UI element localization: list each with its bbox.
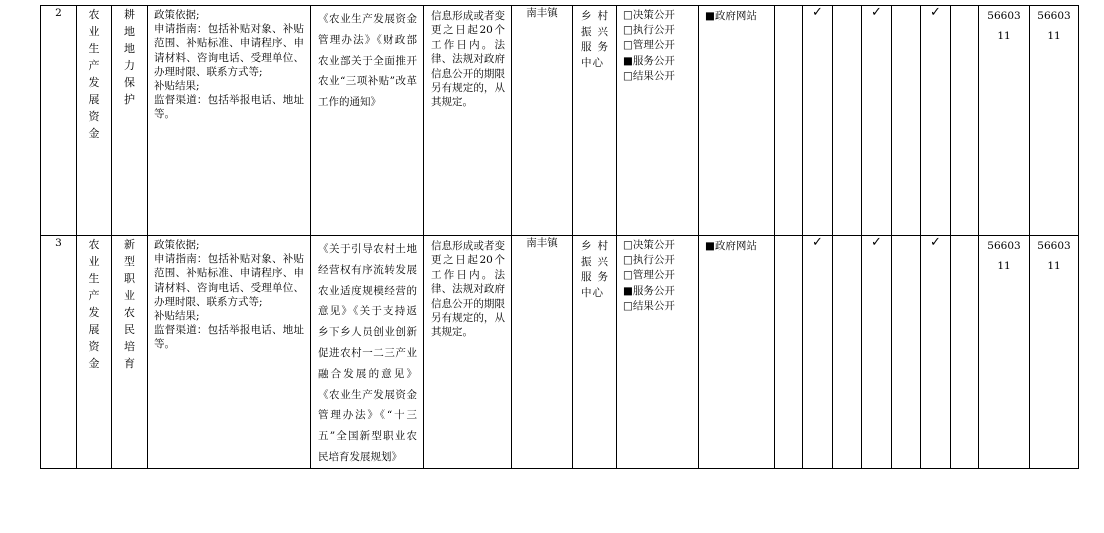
check-cell <box>862 236 892 469</box>
checkbox-mark: ■ <box>623 284 633 297</box>
scope-item <box>623 54 692 69</box>
disclosure-period: 信息形成或者变更之日起20个工作日内。法律、法规对政府信息公开的期限另有规定的，从其规定。 <box>424 236 512 469</box>
check-cell <box>803 6 833 236</box>
check-mark-icon: ✓ <box>812 235 823 250</box>
scope-item <box>623 284 692 299</box>
disclosure-scope <box>617 6 699 236</box>
code-b: 5660311 <box>1037 240 1071 272</box>
channel-label: 政府网站 <box>714 240 757 252</box>
scope-item <box>623 69 692 84</box>
disclosure-subject: 乡村振兴服务中心 <box>573 236 617 469</box>
table-row <box>41 6 1079 236</box>
checkbox-mark: □ <box>623 239 633 251</box>
disclosure-content: 政策依据; 申请指南：包括补贴对象、补贴范围、补贴标准、申请程序、申请材料、咨询电话、受理单位、办理时限、联系方式等; 补贴结果; 监督渠道：包括举报电话、地址等。 <box>148 236 311 469</box>
checkbox-mark: □ <box>623 24 633 37</box>
check-mark-icon: ✓ <box>871 235 882 250</box>
scope-label: 服务公开 <box>632 54 675 67</box>
row-index: 3 <box>41 236 77 469</box>
checkbox-mark: □ <box>623 299 633 312</box>
check-cell <box>921 236 951 469</box>
check-cell <box>951 6 979 236</box>
scope-label: 管理公开 <box>632 269 675 282</box>
check-mark-icon: ✓ <box>871 5 882 20</box>
disclosure-scope <box>617 236 699 469</box>
checkbox-mark: □ <box>623 39 633 52</box>
checkbox-mark: □ <box>623 69 633 82</box>
scope-item <box>623 8 692 23</box>
check-mark-icon: ✓ <box>930 5 941 20</box>
scope-item <box>623 23 692 38</box>
check-cell <box>775 6 803 236</box>
scope-label: 执行公开 <box>632 254 675 267</box>
channel-mark: ■ <box>705 240 715 252</box>
scope-label: 决策公开 <box>632 239 675 251</box>
code-a: 5660311 <box>987 240 1021 272</box>
fund-category: 农业生产发展资金 <box>77 236 112 469</box>
table-row <box>41 236 1079 469</box>
scope-label: 结果公开 <box>632 299 675 312</box>
scope-label: 决策公开 <box>632 9 675 21</box>
check-cell <box>833 6 862 236</box>
check-mark-icon: ✓ <box>812 5 823 20</box>
channel-label: 政府网站 <box>714 10 757 22</box>
disclosure-period: 信息形成或者变更之日起20个工作日内。法律、法规对政府信息公开的期限另有规定的，从其规定。 <box>424 6 512 236</box>
policy-documents: 《关于引导农村土地经营权有序流转发展农业适度规模经营的意见》《关于支持返乡下乡人员创业创新促进农村一二三产业融合发展的意见》《农业生产发展资金管理办法》《“十三五”全国新型职业农民培育发展规划》 <box>311 236 424 469</box>
item-name: 新型职业农民培育 <box>112 236 148 469</box>
scope-item <box>623 38 692 53</box>
row-index: 2 <box>41 6 77 236</box>
check-cell <box>862 6 892 236</box>
disclosure-channel <box>699 6 775 236</box>
code-cell <box>979 6 1030 236</box>
disclosure-channel <box>699 236 775 469</box>
channel-mark: ■ <box>705 10 715 22</box>
code-cell <box>979 236 1030 469</box>
code-cell <box>1030 236 1079 469</box>
scope-item <box>623 253 692 268</box>
disclosure-table <box>40 5 1079 469</box>
checkbox-mark: □ <box>623 254 633 267</box>
scope-label: 服务公开 <box>632 284 675 297</box>
check-cell <box>833 236 862 469</box>
policy-documents: 《农业生产发展资金管理办法》《财政部 农业部关于全面推开农业“三项补贴”改革工作的通知》 <box>311 6 424 236</box>
scope-label: 结果公开 <box>632 69 675 82</box>
check-cell <box>775 236 803 469</box>
scope-label: 执行公开 <box>632 24 675 37</box>
disclosure-content: 政策依据; 申请指南：包括补贴对象、补贴范围、补贴标准、申请程序、申请材料、咨询电话、受理单位、办理时限、联系方式等; 补贴结果; 监督渠道：包括举报电话、地址等。 <box>148 6 311 236</box>
code-cell <box>1030 6 1079 236</box>
scope-item <box>623 299 692 314</box>
check-mark-icon: ✓ <box>930 235 941 250</box>
check-cell <box>892 236 921 469</box>
check-cell <box>951 236 979 469</box>
code-b: 5660311 <box>1037 10 1071 42</box>
check-cell <box>921 6 951 236</box>
check-cell <box>892 6 921 236</box>
scope-label: 管理公开 <box>632 39 675 52</box>
fund-category: 农业生产发展资金 <box>77 6 112 236</box>
scope-item <box>623 268 692 283</box>
check-cell <box>803 236 833 469</box>
disclosure-subject: 乡村振兴服务中心 <box>573 6 617 236</box>
checkbox-mark: □ <box>623 9 633 21</box>
town-name: 南丰镇 <box>512 236 573 469</box>
town-name: 南丰镇 <box>512 6 573 236</box>
scope-item <box>623 238 692 253</box>
checkbox-mark: ■ <box>623 54 633 67</box>
code-a: 5660311 <box>987 10 1021 42</box>
item-name: 耕地地力保护 <box>112 6 148 236</box>
checkbox-mark: □ <box>623 269 633 282</box>
